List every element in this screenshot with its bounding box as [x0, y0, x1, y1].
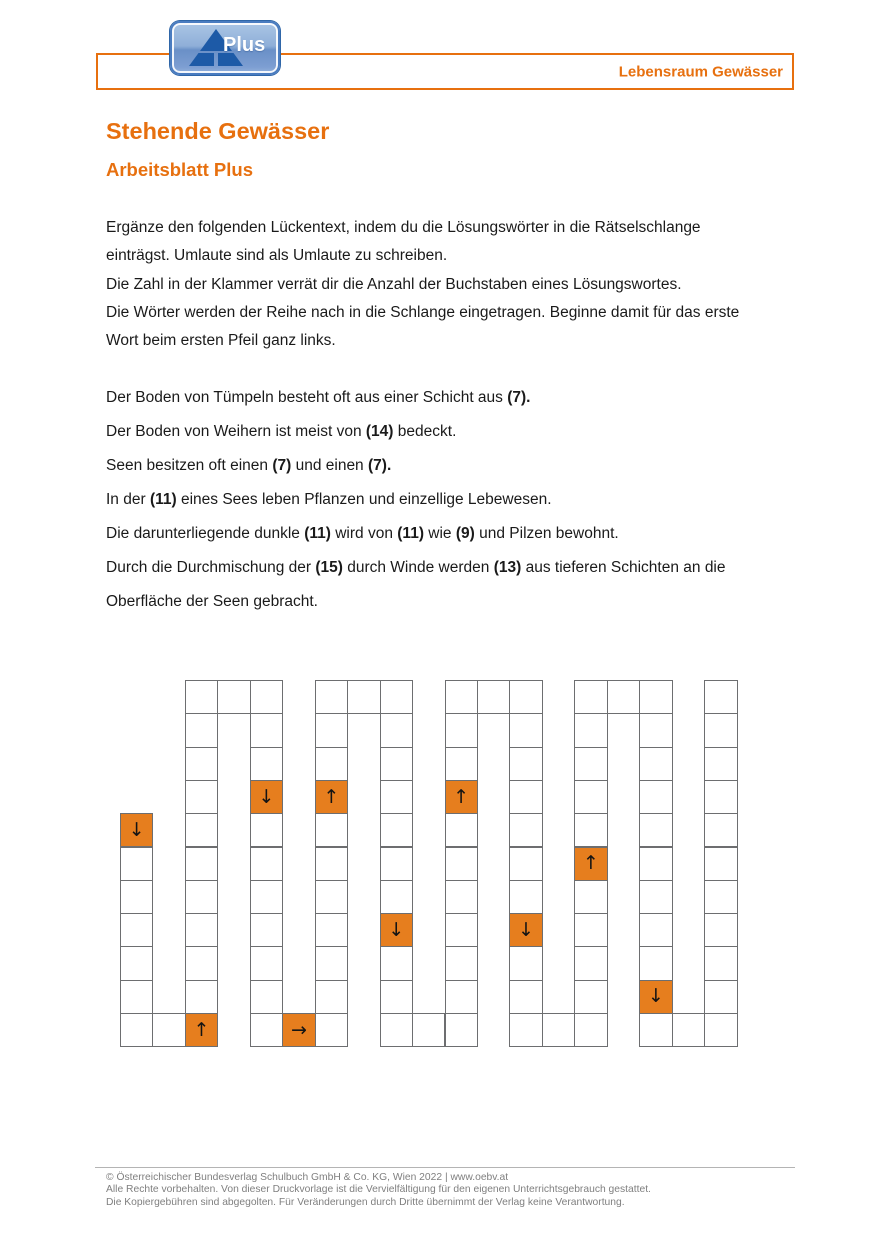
- sentence-text: und einen: [291, 457, 368, 474]
- puzzle-cell[interactable]: [185, 813, 218, 847]
- puzzle-cell[interactable]: [509, 713, 542, 747]
- puzzle-cell[interactable]: [315, 1013, 348, 1047]
- puzzle-cell[interactable]: [250, 680, 283, 714]
- puzzle-cell[interactable]: [445, 880, 478, 914]
- puzzle-cell[interactable]: [185, 946, 218, 980]
- letter-count-badge: (11): [397, 525, 424, 542]
- puzzle-cell[interactable]: [315, 880, 348, 914]
- sentence-text: und Pilzen bewohnt.: [474, 525, 619, 542]
- puzzle-cell[interactable]: [250, 880, 283, 914]
- arrow-up-icon: ↑: [583, 852, 599, 875]
- arrow-cell-up[interactable]: [315, 780, 348, 814]
- puzzle-cell[interactable]: [509, 747, 542, 781]
- puzzle-cell[interactable]: [445, 680, 478, 714]
- letter-count-badge: (15): [315, 559, 343, 576]
- puzzle-cell[interactable]: [120, 1013, 153, 1047]
- puzzle-cell[interactable]: [607, 680, 640, 714]
- puzzle-cell[interactable]: [639, 847, 672, 881]
- arrow-cell-up[interactable]: [185, 1013, 218, 1047]
- page-title: Stehende Gewässer: [106, 118, 330, 144]
- puzzle-cell[interactable]: [380, 946, 413, 980]
- puzzle-cell[interactable]: [704, 680, 737, 714]
- puzzle-cell[interactable]: [315, 713, 348, 747]
- puzzle-cell[interactable]: [574, 946, 607, 980]
- arrow-down-icon: ↓: [647, 985, 664, 1008]
- puzzle-cell[interactable]: [639, 946, 672, 980]
- puzzle-cell[interactable]: [250, 847, 283, 881]
- sentence-text: wie: [423, 525, 456, 542]
- puzzle-cell[interactable]: [250, 747, 283, 781]
- puzzle-cell[interactable]: [152, 1013, 185, 1047]
- puzzle-cell[interactable]: [217, 680, 250, 714]
- puzzle-cell[interactable]: [315, 813, 348, 847]
- puzzle-grid: [120, 680, 739, 1048]
- header-topic-label: Lebensraum Gewässer: [618, 63, 783, 80]
- puzzle-cell[interactable]: [509, 946, 542, 980]
- puzzle-cell[interactable]: [672, 1013, 705, 1047]
- arrow-cell-up[interactable]: [574, 847, 607, 881]
- puzzle-cell[interactable]: [185, 680, 218, 714]
- letter-count-badge: (13): [493, 559, 522, 576]
- puzzle-cell[interactable]: [185, 913, 218, 947]
- puzzle-cell[interactable]: [120, 913, 153, 947]
- puzzle-cell[interactable]: [639, 913, 672, 947]
- puzzle-cell[interactable]: [445, 713, 478, 747]
- puzzle-cell[interactable]: [185, 747, 218, 781]
- arrow-cell-down[interactable]: [509, 913, 542, 947]
- puzzle-cell[interactable]: [250, 946, 283, 980]
- puzzle-cell[interactable]: [574, 680, 607, 714]
- sentence-text: eines Sees leben Pflanzen und einzellige Lebewesen.: [176, 491, 552, 508]
- puzzle-cell[interactable]: [380, 1013, 413, 1047]
- puzzle-cell[interactable]: [509, 680, 542, 714]
- arrow-cell-down[interactable]: [120, 813, 153, 847]
- puzzle-cell[interactable]: [380, 813, 413, 847]
- arrow-down-icon: ↓: [258, 785, 275, 808]
- sentence-text: Der Boden von Tümpeln besteht oft aus einer Schicht aus: [106, 389, 508, 406]
- sentence-text: Durch die Durchmischung der: [106, 559, 316, 576]
- arrow-cell-down[interactable]: [380, 913, 413, 947]
- arrow-down-icon: ↓: [388, 918, 405, 941]
- puzzle-cell[interactable]: [380, 747, 413, 781]
- instruction-line: Die Zahl in der Klammer verrät dir die Anzahl der Buchstaben eines Lösungswortes.: [106, 275, 682, 293]
- puzzle-cell[interactable]: [445, 1013, 478, 1047]
- puzzle-cell[interactable]: [445, 813, 478, 847]
- puzzle-cell[interactable]: [704, 1013, 737, 1047]
- logo-plus-label: Plus: [223, 34, 266, 56]
- arrow-cell-up[interactable]: [445, 780, 478, 814]
- puzzle-cell[interactable]: [639, 680, 672, 714]
- puzzle-cell[interactable]: [704, 747, 737, 781]
- puzzle-cell[interactable]: [250, 813, 283, 847]
- gap-sentence: [106, 551, 816, 585]
- puzzle-cell[interactable]: [185, 713, 218, 747]
- puzzle-cell[interactable]: [445, 980, 478, 1014]
- puzzle-cell[interactable]: [509, 847, 542, 881]
- puzzle-cell[interactable]: [250, 980, 283, 1014]
- puzzle-cell[interactable]: [574, 980, 607, 1014]
- puzzle-cell[interactable]: [380, 713, 413, 747]
- arrow-down-icon: ↓: [518, 918, 535, 941]
- puzzle-cell[interactable]: [380, 780, 413, 814]
- puzzle-cell[interactable]: [574, 713, 607, 747]
- puzzle-cell[interactable]: [704, 913, 737, 947]
- instruction-line: einträgst. Umlaute sind als Umlaute zu schreiben.: [106, 247, 448, 265]
- puzzle-cell[interactable]: [250, 713, 283, 747]
- letter-count-badge: (7).: [507, 389, 531, 406]
- puzzle-cell[interactable]: [380, 980, 413, 1014]
- puzzle-cell[interactable]: [639, 780, 672, 814]
- gap-sentence: [106, 517, 816, 551]
- sentence-text: Oberfläche der Seen gebracht.: [106, 593, 318, 610]
- puzzle-cell[interactable]: [120, 847, 153, 881]
- puzzle-cell[interactable]: [509, 1013, 542, 1047]
- puzzle-cell[interactable]: [120, 980, 153, 1014]
- letter-count-badge: (7): [272, 457, 292, 474]
- puzzle-cell[interactable]: [639, 880, 672, 914]
- instruction-line: Wort beim ersten Pfeil ganz links.: [106, 332, 336, 350]
- puzzle-cell[interactable]: [574, 1013, 607, 1047]
- puzzle-cell[interactable]: [574, 880, 607, 914]
- footer-divider: [95, 1167, 795, 1168]
- footer-copyright: [106, 1172, 826, 1209]
- page-subtitle: Arbeitsblatt Plus: [106, 159, 253, 180]
- gap-sentence: [106, 483, 816, 517]
- arrow-down-icon: ↓: [128, 818, 145, 841]
- puzzle-cell[interactable]: [639, 1013, 672, 1047]
- sentence-text: durch Winde werden: [342, 559, 494, 576]
- puzzle-cell[interactable]: [509, 780, 542, 814]
- puzzle-cell[interactable]: [380, 880, 413, 914]
- publisher-logo: [170, 21, 280, 75]
- puzzle-cell[interactable]: [639, 747, 672, 781]
- puzzle-cell[interactable]: [315, 913, 348, 947]
- puzzle-cell[interactable]: [380, 680, 413, 714]
- puzzle-cell[interactable]: [347, 680, 380, 714]
- gap-text-block: [106, 381, 816, 619]
- puzzle-cell[interactable]: [315, 680, 348, 714]
- footer-line: Die Kopiergebühren sind abgegolten. Für Veränderungen durch Dritte übernimmt der Verlag keine Verantwortung.: [106, 1196, 625, 1208]
- sentence-text: aus tieferen Schichten an die: [521, 559, 726, 576]
- arrow-up-icon: ↑: [193, 1018, 210, 1041]
- puzzle-cell[interactable]: [704, 813, 737, 847]
- puzzle-cell[interactable]: [120, 880, 153, 914]
- puzzle-cell[interactable]: [185, 780, 218, 814]
- puzzle-cell[interactable]: [704, 780, 737, 814]
- puzzle-cell[interactable]: [250, 1013, 283, 1047]
- puzzle-cell[interactable]: [639, 813, 672, 847]
- sentence-text: Der Boden von Weihern ist meist von: [106, 423, 366, 440]
- arrow-cell-right[interactable]: [282, 1013, 315, 1047]
- arrow-cell-down[interactable]: [250, 780, 283, 814]
- puzzle-cell[interactable]: [445, 913, 478, 947]
- gap-sentence: [106, 415, 816, 449]
- puzzle-cell[interactable]: [509, 980, 542, 1014]
- puzzle-cell[interactable]: [445, 946, 478, 980]
- sentence-text: Seen besitzen oft einen: [106, 457, 273, 474]
- puzzle-cell[interactable]: [574, 780, 607, 814]
- letter-count-badge: (14): [365, 423, 394, 440]
- instructions-block: [106, 214, 806, 355]
- puzzle-cell[interactable]: [445, 847, 478, 881]
- puzzle-cell[interactable]: [509, 813, 542, 847]
- letter-count-badge: (9): [455, 525, 475, 542]
- arrow-up-icon: ↑: [323, 785, 340, 808]
- puzzle-cell[interactable]: [542, 1013, 575, 1047]
- puzzle-cell[interactable]: [477, 680, 510, 714]
- puzzle-cell[interactable]: [704, 946, 737, 980]
- puzzle-cell[interactable]: [574, 813, 607, 847]
- puzzle-cell[interactable]: [120, 946, 153, 980]
- puzzle-cell[interactable]: [704, 713, 737, 747]
- gap-sentence: [106, 585, 816, 619]
- sentence-text: wird von: [330, 525, 398, 542]
- arrow-right-icon: →: [291, 1018, 307, 1041]
- footer-line: © Österreichischer Bundesverlag Schulbuch GmbH & Co. KG, Wien 2022 | www.oebv.at: [106, 1172, 509, 1183]
- letter-count-badge: (11): [304, 525, 331, 542]
- puzzle-cell[interactable]: [704, 980, 737, 1014]
- puzzle-cell[interactable]: [509, 880, 542, 914]
- puzzle-cell[interactable]: [412, 1013, 445, 1047]
- puzzle-cell[interactable]: [380, 847, 413, 881]
- footer-line: Alle Rechte vorbehalten. Von dieser Druckvorlage ist die Vervielfältigung für den eigenen Unterrichtsgebrauch gestattet.: [106, 1184, 651, 1196]
- letter-count-badge: (11): [149, 491, 177, 508]
- puzzle-cell[interactable]: [185, 847, 218, 881]
- puzzle-cell[interactable]: [704, 880, 737, 914]
- gap-sentence: [106, 381, 816, 415]
- puzzle-cell[interactable]: [185, 880, 218, 914]
- gap-sentence: [106, 449, 816, 483]
- puzzle-cell[interactable]: [574, 747, 607, 781]
- arrow-cell-down[interactable]: [639, 980, 672, 1014]
- puzzle-cell[interactable]: [315, 747, 348, 781]
- puzzle-cell[interactable]: [574, 913, 607, 947]
- puzzle-cell[interactable]: [639, 713, 672, 747]
- puzzle-cell[interactable]: [250, 913, 283, 947]
- puzzle-cell[interactable]: [445, 747, 478, 781]
- puzzle-cell[interactable]: [315, 946, 348, 980]
- puzzle-cell[interactable]: [185, 980, 218, 1014]
- puzzle-cell[interactable]: [315, 847, 348, 881]
- puzzle-cell[interactable]: [704, 847, 737, 881]
- puzzle-cell[interactable]: [315, 980, 348, 1014]
- sentence-text: Die darunterliegende dunkle: [106, 525, 305, 542]
- arrow-up-icon: ↑: [453, 785, 470, 808]
- sentence-text: In der: [106, 491, 150, 508]
- instruction-line: Die Wörter werden der Reihe nach in die Schlange eingetragen. Beginne damit für das erste: [106, 303, 740, 321]
- sentence-text: bedeckt.: [393, 423, 457, 440]
- letter-count-badge: (7).: [368, 457, 392, 474]
- instruction-line: Ergänze den folgenden Lückentext, indem du die Lösungswörter in die Rätselschlange: [106, 219, 701, 236]
